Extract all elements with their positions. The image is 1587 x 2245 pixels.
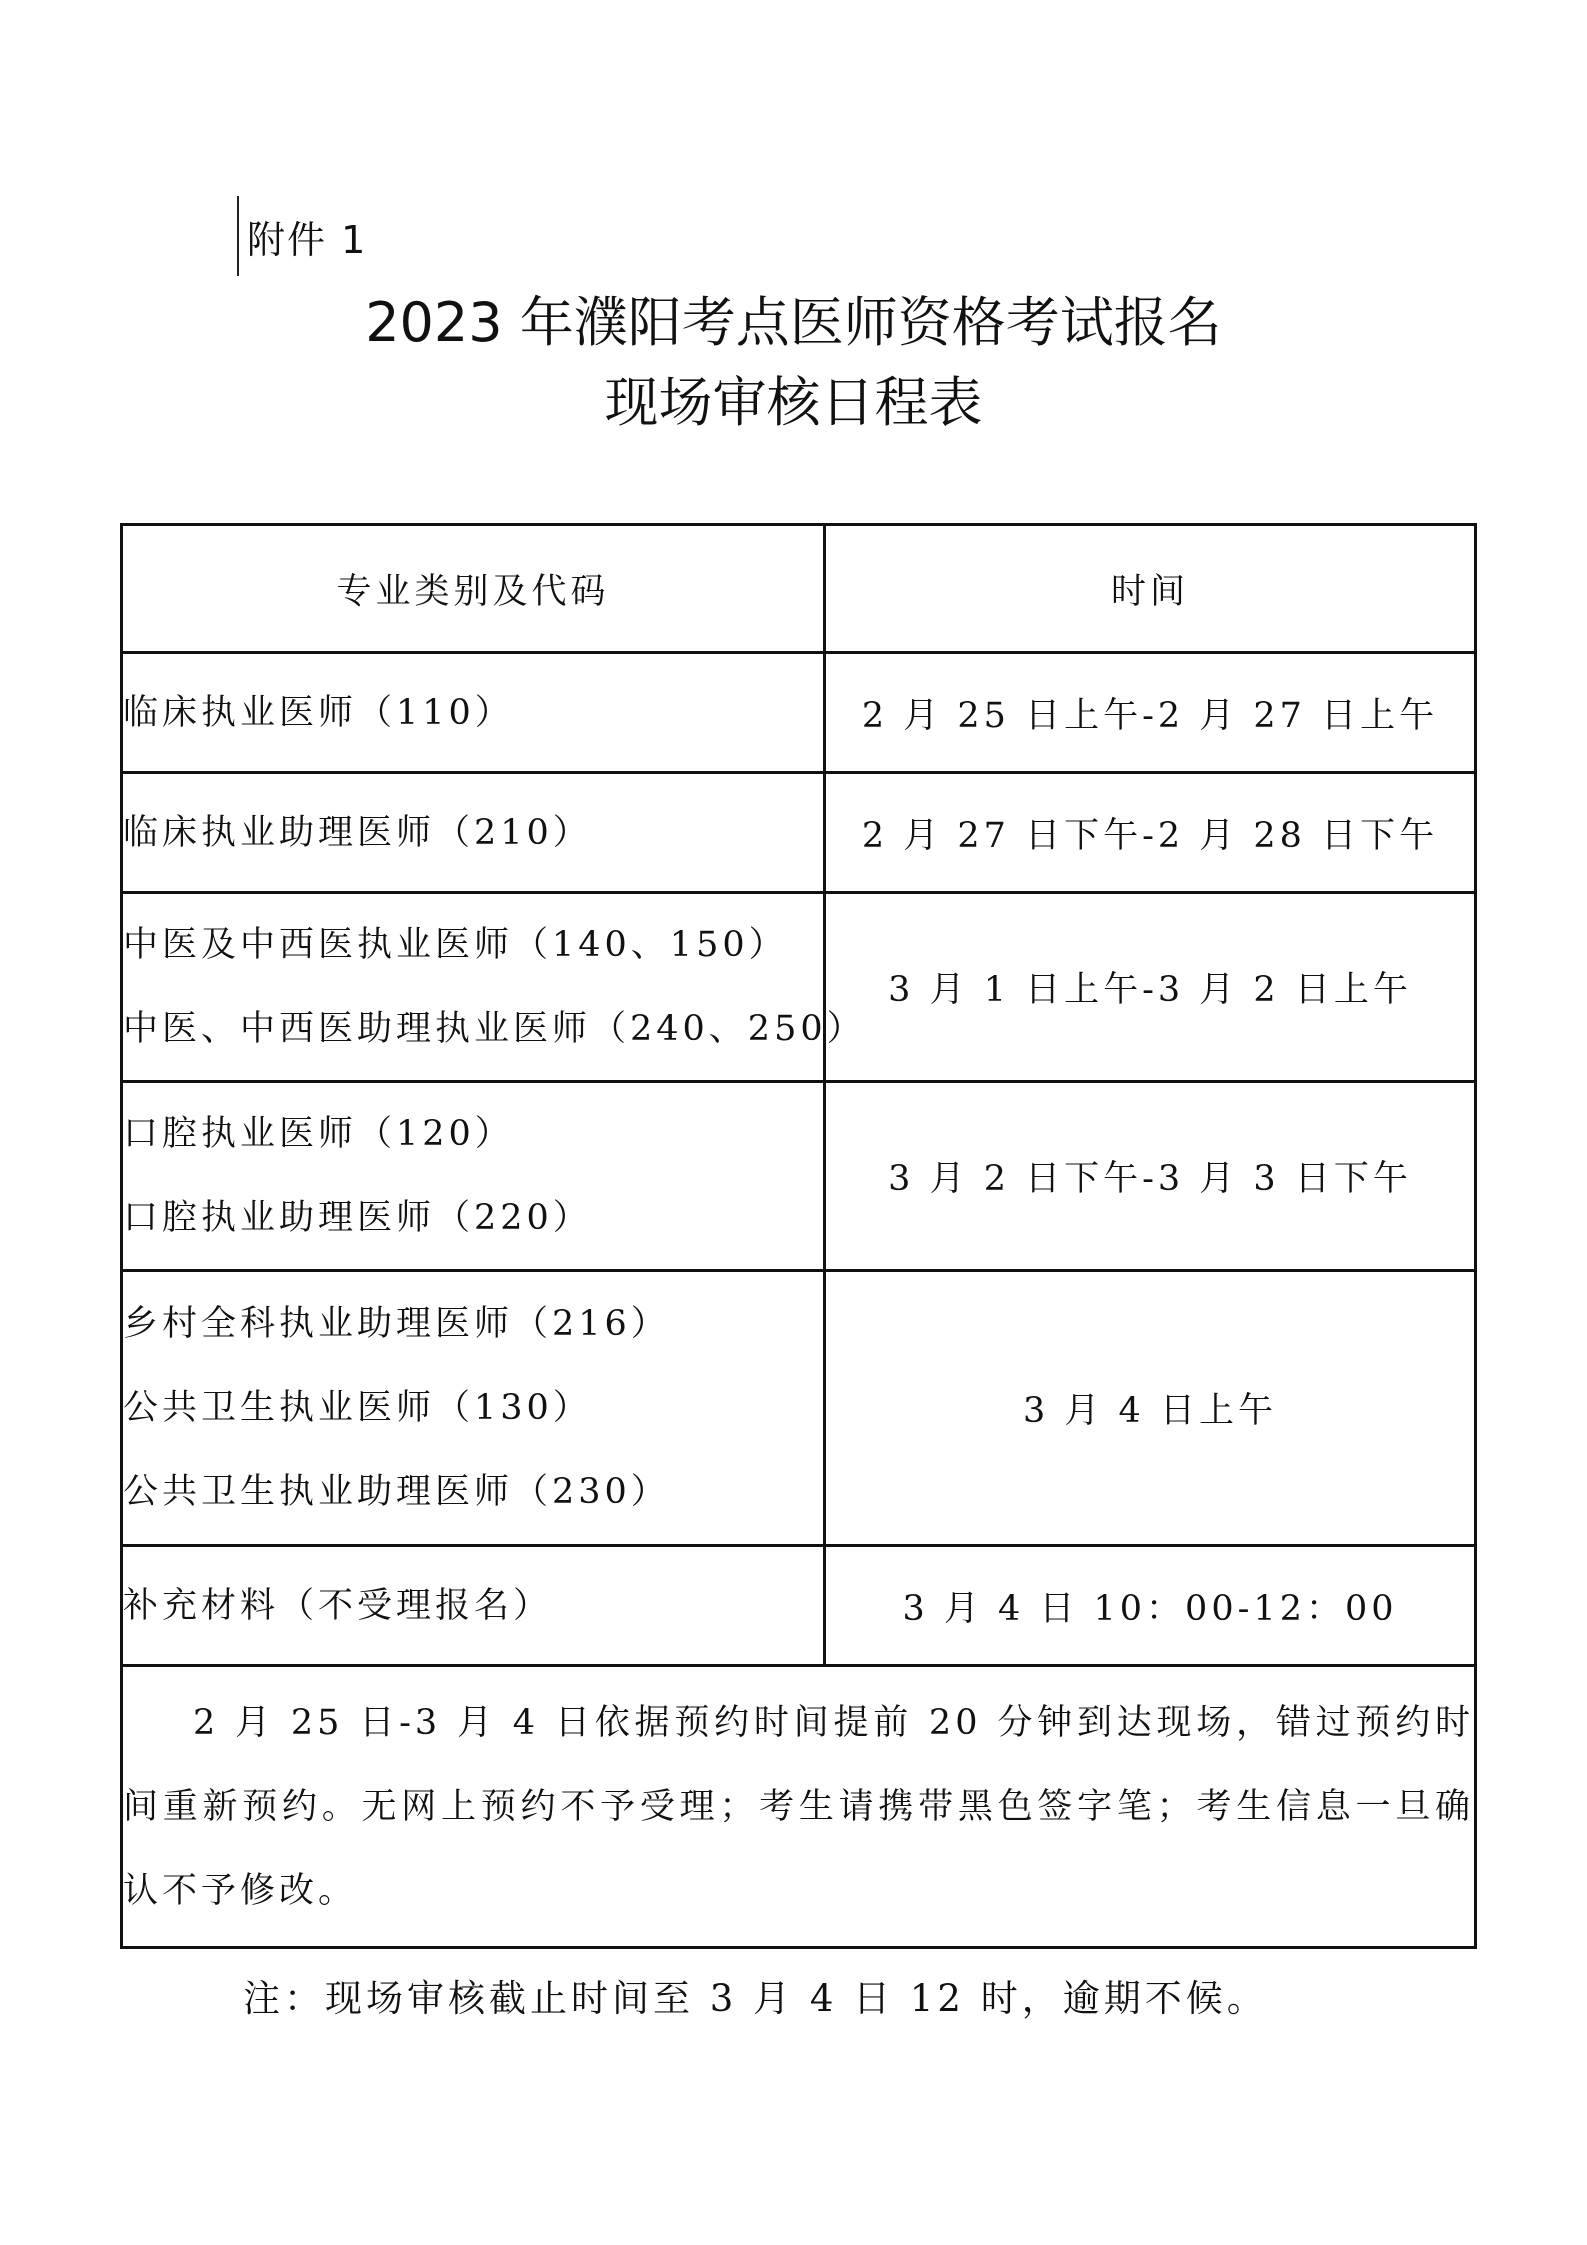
document-title-line-2: 现场审核日程表 xyxy=(604,371,983,434)
schedule-table xyxy=(120,523,1477,1949)
time-cell: 2 月 27 日下午-2 月 28 日下午 xyxy=(825,773,1476,893)
major-cell xyxy=(122,1271,825,1546)
table-note: 2 月 25 日-3 月 4 日依据预约时间提前 20 分钟到达现场，错过预约时间重新预约。无网上预约不予受理；考生请携带黑色签字笔；考生信息一旦确认不予修改。 xyxy=(122,1666,1476,1948)
table-row xyxy=(122,653,1476,773)
major-item: 中医及中西医执业医师（140、150） xyxy=(123,925,788,965)
major-item: 公共卫生执业助理医师（230） xyxy=(123,1472,670,1512)
table-row xyxy=(122,893,1476,1082)
document-title-line-1: 2023 年濮阳考点医师资格考试报名 xyxy=(365,291,1222,354)
time-cell: 3 月 4 日 10：00-12：00 xyxy=(825,1546,1476,1666)
table-note-row xyxy=(122,1666,1476,1948)
major-item: 临床执业助理医师（210） xyxy=(123,812,592,853)
major-cell xyxy=(122,893,866,1082)
header-time: 时间 xyxy=(825,525,1476,653)
attachment-label: 附件 1 xyxy=(237,196,367,276)
time-cell: 3 月 2 日下午-3 月 3 日下午 xyxy=(825,1082,1476,1271)
major-cell xyxy=(122,1546,825,1666)
footnote: 注：现场审核截止时间至 3 月 4 日 12 时，逾期不候。 xyxy=(243,1977,1268,2020)
major-item: 中医、中西医助理执业医师（240、250） xyxy=(123,1009,866,1049)
header-major: 专业类别及代码 xyxy=(122,525,825,653)
major-cell xyxy=(122,773,825,893)
table-row xyxy=(122,1546,1476,1666)
major-item: 补充材料（不受理报名） xyxy=(123,1585,553,1626)
table-row xyxy=(122,1271,1476,1546)
table-header-row xyxy=(122,525,1476,653)
table-row xyxy=(122,773,1476,893)
major-item: 口腔执业助理医师（220） xyxy=(123,1198,592,1238)
major-item: 临床执业医师（110） xyxy=(123,692,514,733)
major-item: 乡村全科执业助理医师（216） xyxy=(123,1304,670,1344)
time-cell: 2 月 25 日上午-2 月 27 日上午 xyxy=(825,653,1476,773)
time-cell: 3 月 4 日上午 xyxy=(825,1271,1476,1546)
time-cell: 3 月 1 日上午-3 月 2 日上午 xyxy=(825,893,1476,1082)
major-item: 口腔执业医师（120） xyxy=(123,1114,514,1154)
major-cell xyxy=(122,1082,825,1271)
major-cell xyxy=(122,653,825,773)
major-item: 公共卫生执业医师（130） xyxy=(123,1388,592,1428)
table-row xyxy=(122,1082,1476,1271)
